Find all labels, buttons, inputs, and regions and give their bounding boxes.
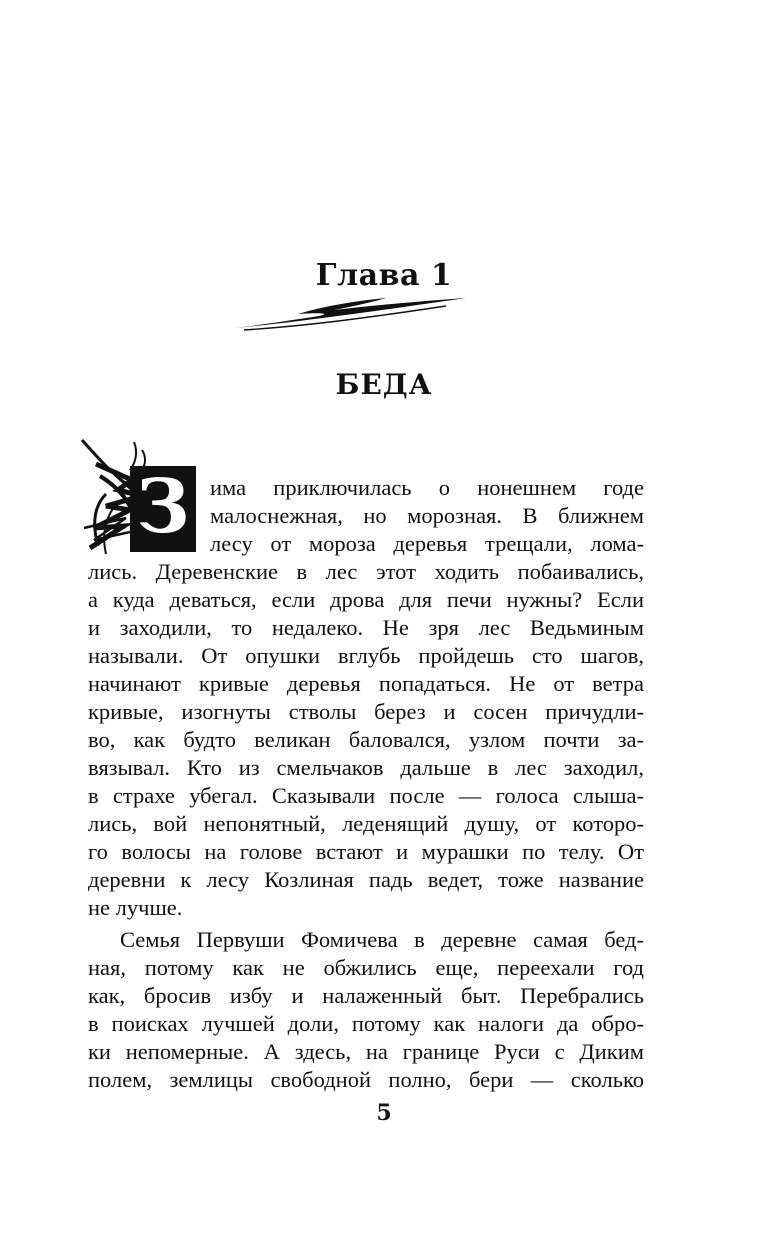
text-line: го волосы на голове встают и мурашки по телу. От (88, 839, 644, 864)
text-line: называли. От опушки вглубь пройдешь сто шагов, (88, 643, 644, 668)
text-line: в поисках лучшей доли, потому как налоги да обро- (88, 1011, 644, 1036)
text-line: полем, землицы свободной полно, бери — сколько (88, 1067, 644, 1092)
text-line: Семья Первуши Фомичева в деревне самая бед- (120, 927, 644, 952)
text-line: во, как будто великан баловался, узлом почти за- (88, 727, 644, 752)
text-line: малоснежная, но морозная. В ближнем (210, 503, 644, 528)
text-line: ная, потому как не обжились еще, переехали год (88, 955, 644, 980)
text-line: не лучше. (88, 895, 183, 920)
page-number: 5 (376, 1100, 392, 1126)
dropcap-letter: З (136, 464, 190, 550)
text-line: вязывал. Кто из смельчаков дальше в лес заходил, (88, 755, 644, 780)
text-line: лись, вой непонятный, леденящий душу, от которо- (88, 811, 644, 836)
text-line: кривые, изогнуты стволы берез и сосен причудли- (88, 699, 644, 724)
chapter-heading: Глава 1 (315, 258, 453, 293)
text-line: в страхе убегал. Сказывали после — голоса слыша- (88, 783, 644, 808)
text-line: и заходили, то недалеко. Не зря лес Ведьминым (88, 615, 644, 640)
chapter-ornament (236, 292, 466, 334)
text-line: има приключилась о нонешнем годе (210, 475, 644, 500)
text-line: деревни к лесу Козлиная падь ведет, тоже название (88, 867, 644, 892)
text-line: лись. Деревенские в лес этот ходить побаивались, (88, 559, 644, 584)
text-line: начинают кривые деревья попадаться. Не от ветра (88, 671, 644, 696)
text-line: как, бросив избу и налаженный быт. Перебрались (88, 983, 644, 1008)
chapter-title: БЕДА (335, 368, 433, 401)
text-line: ки непомерные. А здесь, на границе Руси с Диким (88, 1039, 644, 1064)
text-line: а куда деваться, если дрова для печи нужны? Если (88, 587, 644, 612)
text-line: лесу от мороза деревья трещали, лома- (210, 531, 644, 556)
